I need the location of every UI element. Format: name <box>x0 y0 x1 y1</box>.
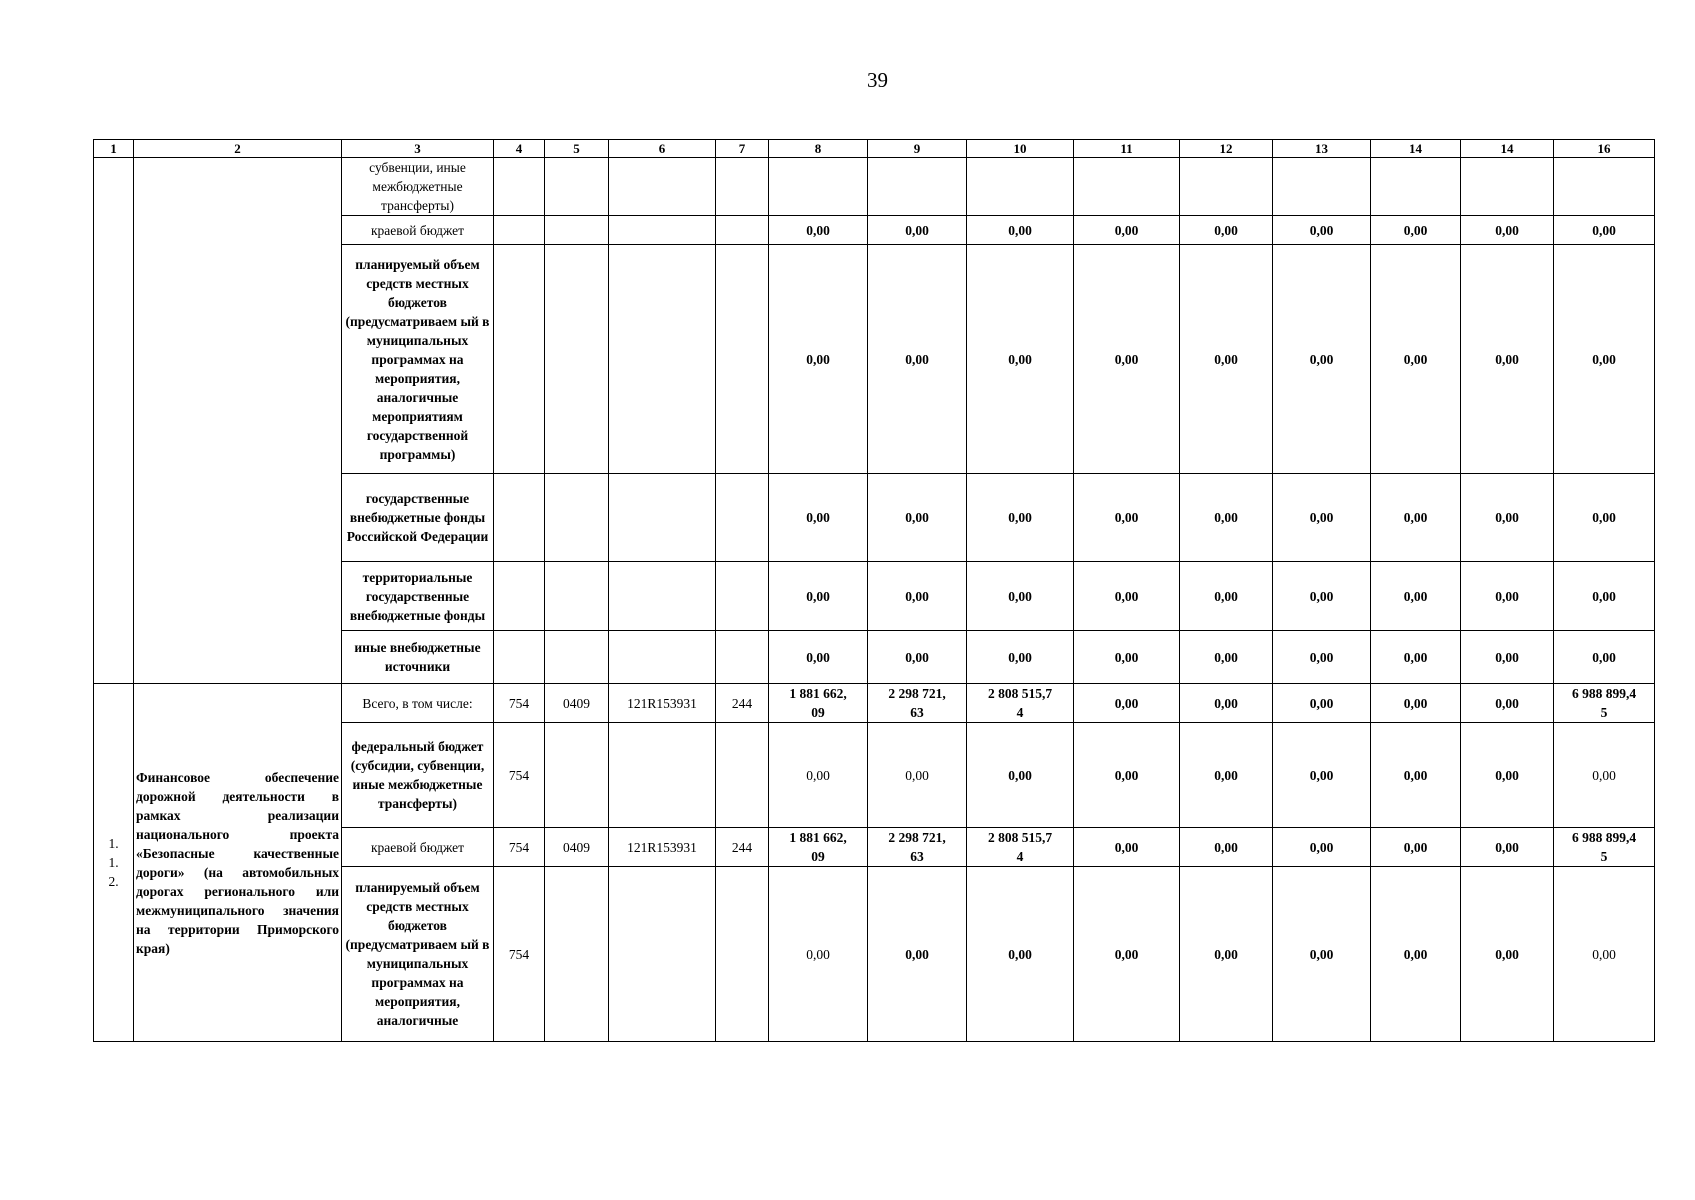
value-cell: 0,00 <box>1273 562 1371 631</box>
source-cell: федеральный бюджет (субсидии, субвенции, иные межбюджетные трансферты) <box>342 723 494 828</box>
header-cell-10: 10 <box>967 140 1074 158</box>
code-cell-c7: 244 <box>716 684 769 723</box>
value-cell: 0,00 <box>1273 684 1371 723</box>
value-cell: 1 881 662, 09 <box>769 684 868 723</box>
code-cell <box>609 158 716 216</box>
value-cell: 0,00 <box>1074 631 1180 684</box>
source-cell: территориальные государственные внебюджетные фонды <box>342 562 494 631</box>
value-cell: 0,00 <box>1554 631 1655 684</box>
value-cell: 0,00 <box>769 245 868 474</box>
code-cell-c5: 0409 <box>545 684 609 723</box>
value-cell: 0,00 <box>967 867 1074 1042</box>
value-cell: 0,00 <box>769 474 868 562</box>
source-cell: иные внебюджетные источники <box>342 631 494 684</box>
budget-table <box>93 139 1655 1042</box>
value-cell: 0,00 <box>769 562 868 631</box>
name-cell <box>134 158 342 684</box>
code-cell <box>545 631 609 684</box>
source-cell: планируемый объем средств местных бюджетов (предусматриваем ый в муниципальных программах на мероприятия, аналогичные мероприятиям государственной программы) <box>342 245 494 474</box>
value-cell: 0,00 <box>1180 867 1273 1042</box>
value-cell <box>1371 158 1461 216</box>
value-cell: 0,00 <box>1074 245 1180 474</box>
code-cell <box>494 158 545 216</box>
value-cell: 0,00 <box>1554 216 1655 245</box>
code-cell-c6 <box>609 723 716 828</box>
value-cell: 0,00 <box>1273 245 1371 474</box>
value-cell: 0,00 <box>1371 474 1461 562</box>
value-cell: 0,00 <box>1461 562 1554 631</box>
value-cell: 0,00 <box>1554 562 1655 631</box>
code-cell-c5: 0409 <box>545 828 609 867</box>
code-cell <box>716 216 769 245</box>
value-cell: 0,00 <box>1273 723 1371 828</box>
value-cell: 0,00 <box>1180 631 1273 684</box>
value-cell: 0,00 <box>1074 828 1180 867</box>
value-cell: 0,00 <box>868 562 967 631</box>
code-cell-c5 <box>545 867 609 1042</box>
code-cell-c6: 121R153931 <box>609 828 716 867</box>
value-cell: 0,00 <box>1371 562 1461 631</box>
header-cell-11: 11 <box>1074 140 1180 158</box>
table-row <box>94 684 1655 723</box>
code-cell-c7 <box>716 723 769 828</box>
value-cell: 0,00 <box>1180 723 1273 828</box>
code-cell <box>716 562 769 631</box>
value-cell: 0,00 <box>868 216 967 245</box>
code-cell <box>494 216 545 245</box>
value-cell <box>769 158 868 216</box>
value-cell: 0,00 <box>1371 684 1461 723</box>
header-cell-16: 16 <box>1554 140 1655 158</box>
value-cell: 0,00 <box>868 631 967 684</box>
value-cell: 0,00 <box>967 474 1074 562</box>
header-cell-14: 14 <box>1371 140 1461 158</box>
code-cell <box>545 216 609 245</box>
page-number: 39 <box>867 68 888 92</box>
code-cell <box>609 245 716 474</box>
value-cell: 1 881 662, 09 <box>769 828 868 867</box>
value-cell: 0,00 <box>1180 474 1273 562</box>
code-cell <box>494 562 545 631</box>
value-cell: 0,00 <box>1461 867 1554 1042</box>
source-cell: краевой бюджет <box>342 828 494 867</box>
value-cell: 0,00 <box>1074 216 1180 245</box>
code-cell <box>545 245 609 474</box>
value-cell: 0,00 <box>769 723 868 828</box>
value-cell: 0,00 <box>1273 216 1371 245</box>
value-cell: 0,00 <box>868 867 967 1042</box>
header-cell-8: 8 <box>769 140 868 158</box>
value-cell: 6 988 899,4 5 <box>1554 828 1655 867</box>
value-cell: 0,00 <box>769 216 868 245</box>
code-cell-c7 <box>716 867 769 1042</box>
value-cell: 0,00 <box>1074 562 1180 631</box>
source-cell: Всего, в том числе: <box>342 684 494 723</box>
value-cell: 0,00 <box>1461 216 1554 245</box>
value-cell <box>1074 158 1180 216</box>
value-cell: 0,00 <box>967 723 1074 828</box>
code-cell <box>716 474 769 562</box>
value-cell: 0,00 <box>1554 723 1655 828</box>
header-cell-15: 14 <box>1461 140 1554 158</box>
value-cell: 2 298 721, 63 <box>868 828 967 867</box>
value-cell <box>1461 158 1554 216</box>
code-cell-c7: 244 <box>716 828 769 867</box>
value-cell: 0,00 <box>1554 245 1655 474</box>
value-cell: 0,00 <box>1461 631 1554 684</box>
value-cell: 0,00 <box>1180 562 1273 631</box>
value-cell: 0,00 <box>1074 684 1180 723</box>
header-cell-4: 4 <box>494 140 545 158</box>
value-cell: 0,00 <box>1273 631 1371 684</box>
value-cell: 0,00 <box>1273 828 1371 867</box>
source-cell: планируемый объем средств местных бюджетов (предусматриваем ый в муниципальных программах на мероприятия, аналогичные <box>342 867 494 1042</box>
value-cell: 0,00 <box>1461 684 1554 723</box>
code-cell-c6 <box>609 867 716 1042</box>
value-cell <box>1273 158 1371 216</box>
code-cell <box>716 245 769 474</box>
value-cell: 0,00 <box>1371 723 1461 828</box>
index-cell: 1. 1. 2. <box>94 684 134 1042</box>
header-cell-5: 5 <box>545 140 609 158</box>
code-cell <box>716 158 769 216</box>
header-cell-6: 6 <box>609 140 716 158</box>
value-cell: 0,00 <box>769 867 868 1042</box>
value-cell: 0,00 <box>1273 867 1371 1042</box>
code-cell <box>494 474 545 562</box>
value-cell: 0,00 <box>1554 867 1655 1042</box>
value-cell: 2 298 721, 63 <box>868 684 967 723</box>
value-cell: 0,00 <box>967 631 1074 684</box>
code-cell <box>545 562 609 631</box>
code-cell <box>716 631 769 684</box>
value-cell <box>1180 158 1273 216</box>
table-row <box>94 158 1655 216</box>
value-cell: 0,00 <box>967 245 1074 474</box>
value-cell: 0,00 <box>1461 723 1554 828</box>
value-cell: 0,00 <box>1180 684 1273 723</box>
header-cell-1: 1 <box>94 140 134 158</box>
table-body <box>94 140 1655 1042</box>
code-cell <box>545 158 609 216</box>
header-cell-3: 3 <box>342 140 494 158</box>
value-cell: 0,00 <box>967 216 1074 245</box>
value-cell: 0,00 <box>1371 631 1461 684</box>
value-cell: 0,00 <box>1074 723 1180 828</box>
header-row <box>94 140 1655 158</box>
value-cell: 0,00 <box>868 245 967 474</box>
value-cell: 0,00 <box>1371 828 1461 867</box>
value-cell: 0,00 <box>1371 867 1461 1042</box>
value-cell: 2 808 515,7 4 <box>967 684 1074 723</box>
value-cell: 2 808 515,7 4 <box>967 828 1074 867</box>
code-cell <box>609 562 716 631</box>
code-cell <box>609 216 716 245</box>
value-cell: 0,00 <box>967 562 1074 631</box>
value-cell: 0,00 <box>1074 474 1180 562</box>
value-cell: 0,00 <box>1180 828 1273 867</box>
header-cell-9: 9 <box>868 140 967 158</box>
value-cell: 0,00 <box>1273 474 1371 562</box>
value-cell: 0,00 <box>1180 216 1273 245</box>
value-cell: 0,00 <box>1371 216 1461 245</box>
code-cell-c4: 754 <box>494 867 545 1042</box>
value-cell: 0,00 <box>868 474 967 562</box>
value-cell: 0,00 <box>1461 474 1554 562</box>
source-cell: субвенции, иные межбюджетные трансферты) <box>342 158 494 216</box>
value-cell: 0,00 <box>868 723 967 828</box>
value-cell: 0,00 <box>1371 245 1461 474</box>
value-cell: 0,00 <box>1554 474 1655 562</box>
item-name-text: Финансовое обеспечение дорожной деятельности в рамках реализации национального проекта «Безопасные качественные дороги» (на автомобильных дорогах регионального или межмуниципального значения на территории Приморского края) <box>136 769 339 956</box>
code-cell <box>494 631 545 684</box>
source-cell: государственные внебюджетные фонды Российской Федерации <box>342 474 494 562</box>
code-cell <box>609 474 716 562</box>
value-cell: 0,00 <box>769 631 868 684</box>
value-cell: 0,00 <box>1461 828 1554 867</box>
value-cell <box>967 158 1074 216</box>
code-cell <box>545 474 609 562</box>
item-name <box>134 684 342 1042</box>
value-cell <box>1554 158 1655 216</box>
code-cell <box>494 245 545 474</box>
source-cell: краевой бюджет <box>342 216 494 245</box>
value-cell: 0,00 <box>1074 867 1180 1042</box>
header-cell-2: 2 <box>134 140 342 158</box>
code-cell-c6: 121R153931 <box>609 684 716 723</box>
code-cell-c4: 754 <box>494 723 545 828</box>
value-cell <box>868 158 967 216</box>
code-cell-c5 <box>545 723 609 828</box>
value-cell: 6 988 899,4 5 <box>1554 684 1655 723</box>
code-cell-c4: 754 <box>494 684 545 723</box>
header-cell-13: 13 <box>1273 140 1371 158</box>
code-cell <box>609 631 716 684</box>
header-cell-7: 7 <box>716 140 769 158</box>
value-cell: 0,00 <box>1461 245 1554 474</box>
code-cell-c4: 754 <box>494 828 545 867</box>
index-cell <box>94 158 134 684</box>
value-cell: 0,00 <box>1180 245 1273 474</box>
header-cell-12: 12 <box>1180 140 1273 158</box>
